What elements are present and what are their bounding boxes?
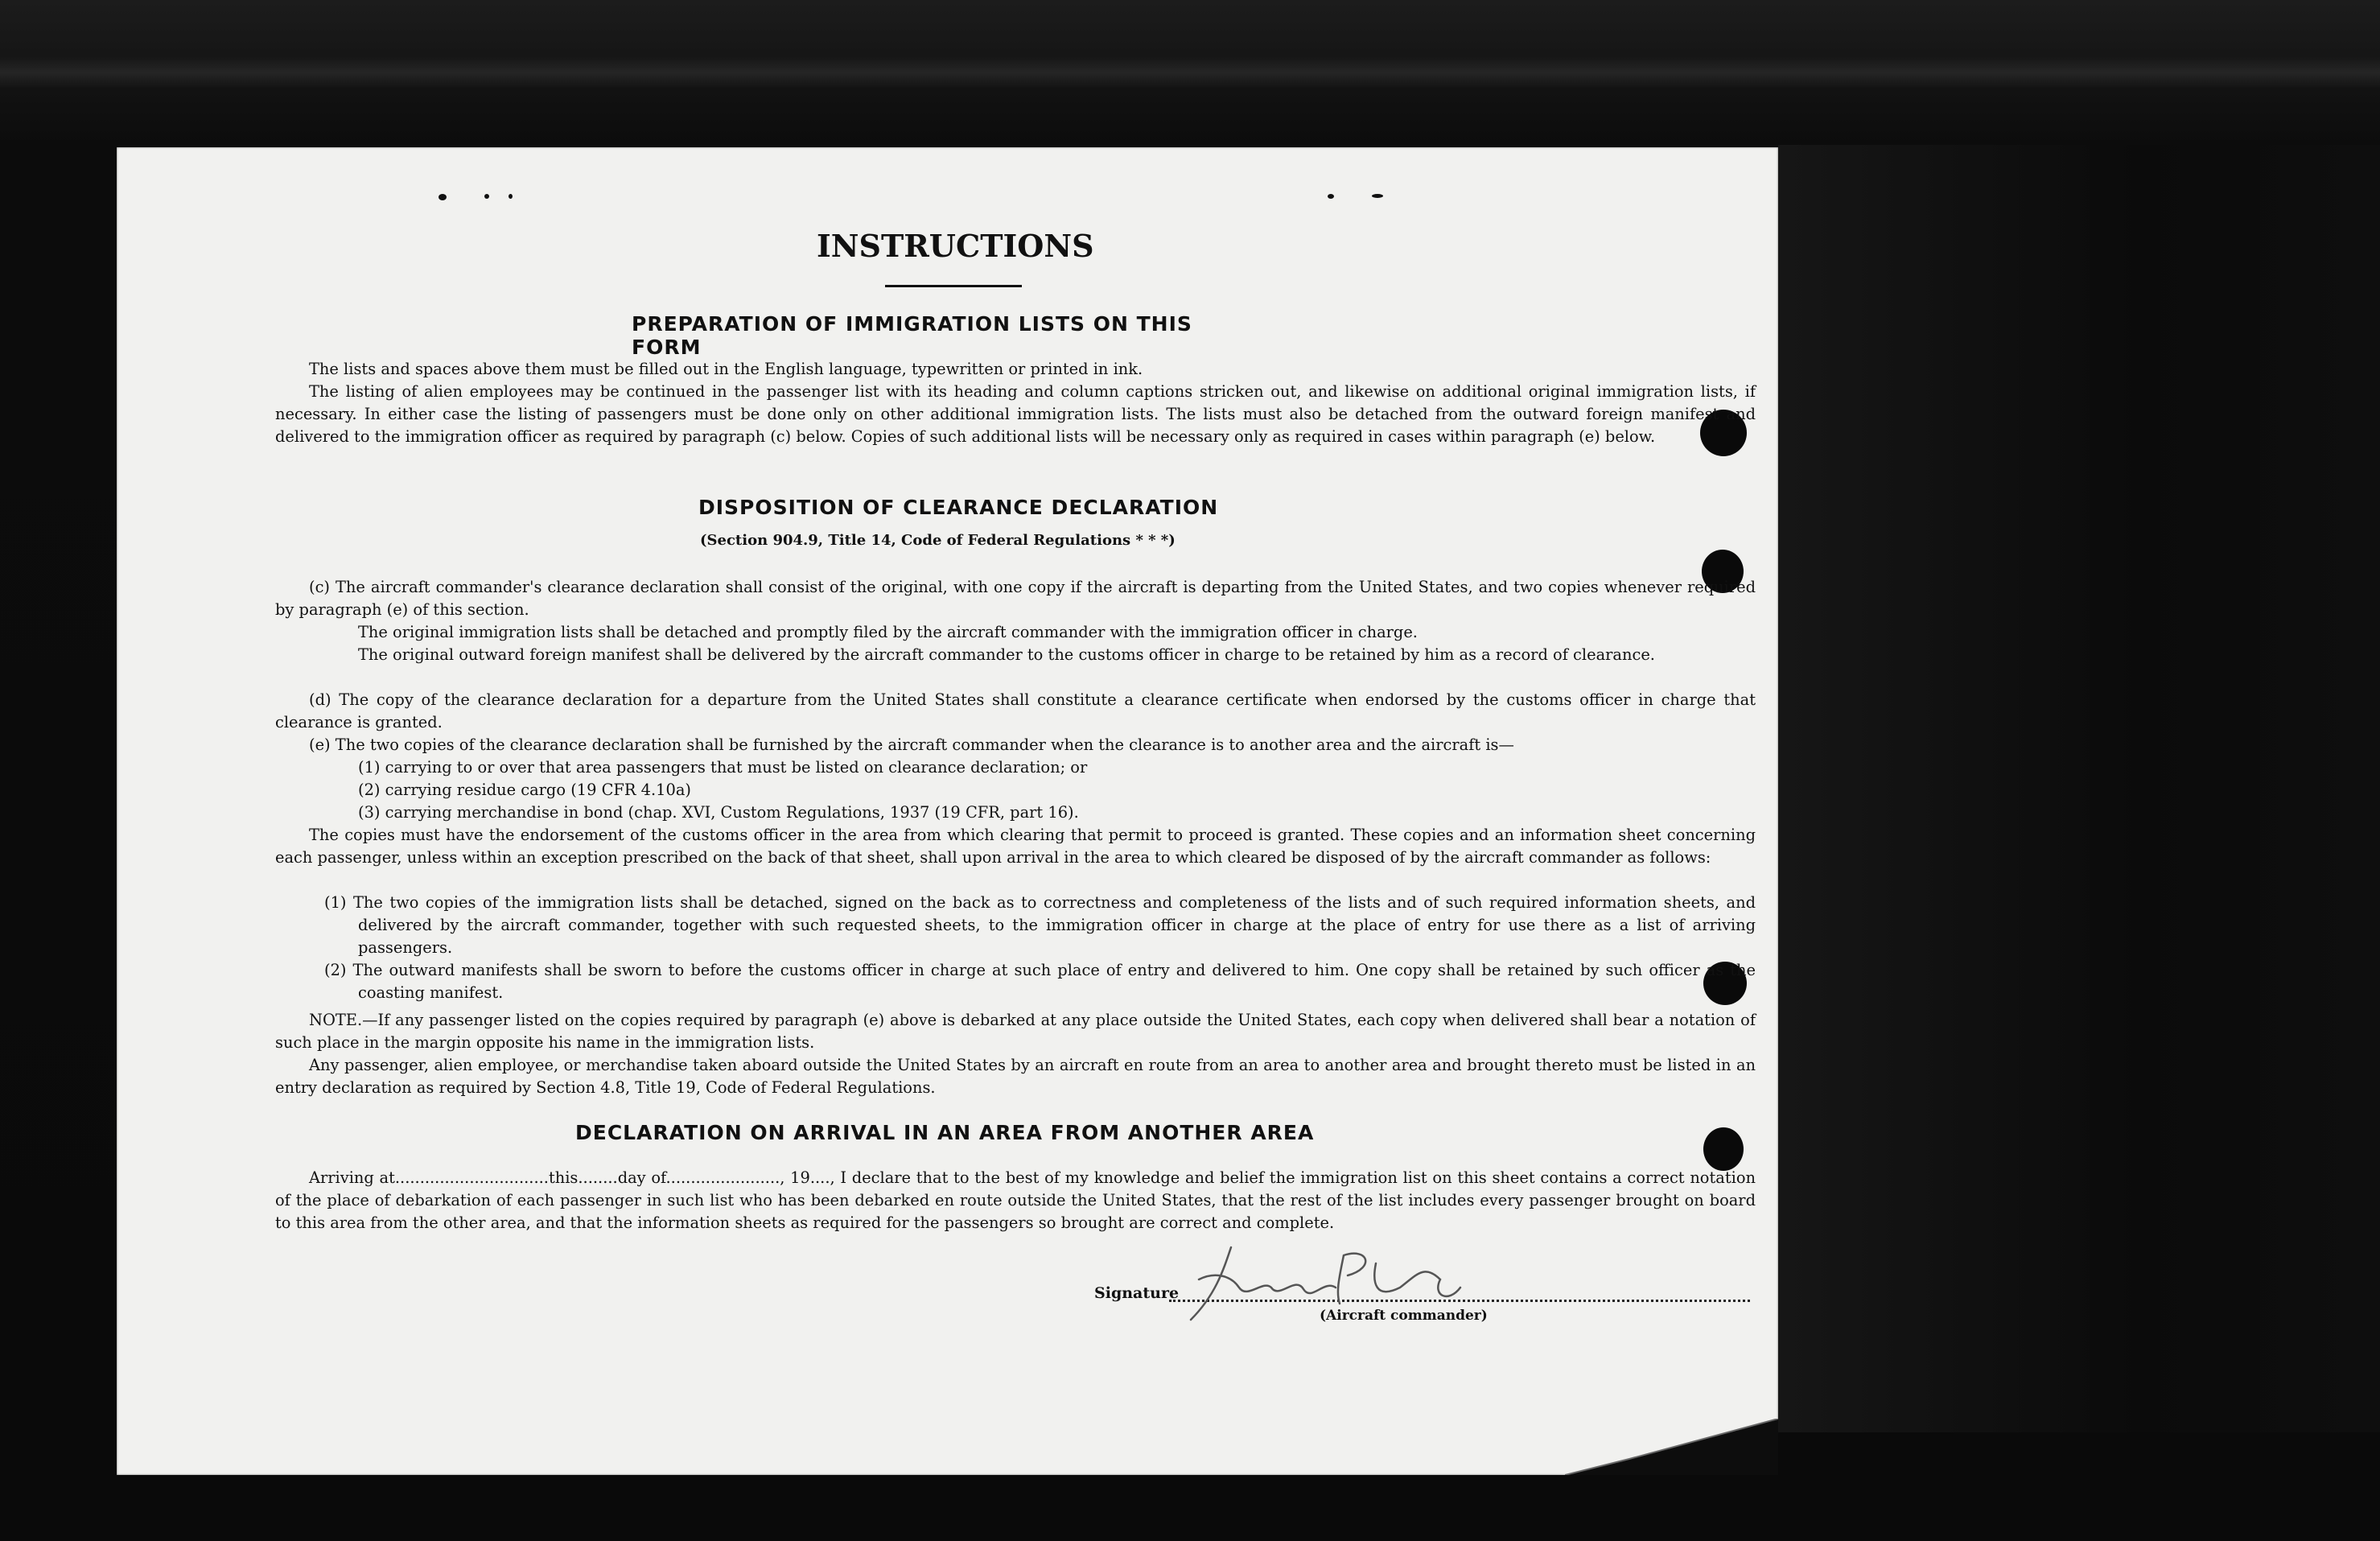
prep-paragraph-1: The lists and spaces above them must be filled out in the English language, typewritten or printed in ink. — [309, 360, 1143, 378]
section-heading-declaration: DECLARATION ON ARRIVAL IN AN AREA FROM ANOTHER AREA — [575, 1121, 1315, 1144]
paragraph-e3: (3) carrying merchandise in bond (chap. XVI, Custom Regulations, 1937 (19 CFR, part 16). — [358, 803, 1079, 822]
signature-label: Signature — [1094, 1284, 1180, 1302]
paragraph-c2: The original outward foreign manifest shall be delivered by the aircraft commander to the customs officer in charge to be retained by him as a record of clearance. — [358, 645, 1655, 664]
page-title: INSTRUCTIONS — [817, 228, 1094, 264]
paragraph-e1: (1) carrying to or over that area passengers that must be listed on clearance declaration; or — [358, 758, 1088, 777]
punch-hole — [1703, 1127, 1744, 1171]
paragraph-f1: (1) The two copies of the immigration lists shall be detached, signed on the back as to correctness and completeness of the lists and of such required information sheets, and delivered by the aircraft commander, together with such requested sheets, to the immigration officer in charge at the place of entry for use there as a list of arriving passengers. — [324, 893, 1756, 957]
prep-paragraph-2: The listing of alien employees may be continued in the passenger list with its heading and column captions stricken out, and likewise on additional original immigration lists, if necessary. In either case the listing of passengers must be done only on other additional immigration lists. The lists must also be detached from the outward foreign manifest and delivered to the immigration officer as required by paragraph (c) below. Copies of such additional lists will be necessary only as required in cases within paragraph (e) below. — [275, 382, 1756, 446]
any-passenger-paragraph: Any passenger, alien employee, or merchandise taken aboard outside the United States by an aircraft en route from an area to another area and brought thereto must be listed in an entry declaration as required by Section 4.8, Title 19, Code of Federal Regulations. — [275, 1056, 1756, 1097]
section-citation: (Section 904.9, Title 14, Code of Federal Regulations * * *) — [700, 532, 1176, 549]
declaration-paragraph: Arriving at...............................this........day of......................., 19...., I declare that to the best of my knowledge and belief the immigration list on this sheet contains a correct notation of the place of debarkation of each passenger in such list who has been debarked en route outside the United States, that the rest of the list includes every passenger brought on board to this area from the other area, and that the information sheets as required for the passengers so brought are correct and complete. — [275, 1168, 1756, 1232]
speck — [1328, 194, 1334, 199]
paragraph-d: (d) The copy of the clearance declaration for a departure from the United States shall constitute a clearance certificate when endorsed by the customs officer in charge that clearance is granted. — [275, 690, 1756, 731]
document-page — [117, 147, 1778, 1475]
paragraph-e: (e) The two copies of the clearance declaration shall be furnished by the aircraft commander when the clearance is to another area and the aircraft is— — [309, 735, 1514, 754]
film-edge — [0, 56, 2380, 89]
speck — [1372, 194, 1383, 198]
section-heading-disposition: DISPOSITION OF CLEARANCE DECLARATION — [698, 496, 1219, 519]
right-shadow — [1778, 145, 2380, 1432]
speck — [439, 194, 447, 200]
paragraph-f2: (2) The outward manifests shall be sworn to before the customs officer in charge at such place of entry and delivered to him. One copy shall be retained by such officer as the coasting manifest. — [324, 961, 1756, 1002]
paragraph-copies: The copies must have the endorsement of the customs officer in the area from which clearing that permit to proceed is granted. These copies and an information sheet concerning each passenger, unless within an exception prescribed on the back of that sheet, shall upon arrival in the area to which cleared be disposed of by the aircraft commander as follows: — [275, 826, 1756, 867]
note-paragraph: NOTE.—If any passenger listed on the copies required by paragraph (e) above is debarked at any place outside the United States, each copy when delivered shall bear a notation of such place in the margin opposite his name in the immigration lists. — [275, 1011, 1756, 1052]
signature-caption: (Aircraft commander) — [1320, 1308, 1488, 1324]
speck — [509, 194, 513, 199]
torn-corner — [1565, 1419, 1778, 1475]
paragraph-e2: (2) carrying residue cargo (19 CFR 4.10a) — [358, 781, 691, 799]
paragraph-c1: The original immigration lists shall be detached and promptly filed by the aircraft commander with the immigration officer in charge. — [358, 623, 1418, 641]
section-heading-preparation: PREPARATION OF IMMIGRATION LISTS ON THIS FORM — [632, 312, 1192, 359]
speck — [484, 194, 489, 199]
paragraph-c: (c) The aircraft commander's clearance declaration shall consist of the original, with one copy if the aircraft is departing from the United States, and two copies whenever required by paragraph (e) of this section. — [275, 578, 1756, 619]
title-underline — [885, 285, 1022, 287]
